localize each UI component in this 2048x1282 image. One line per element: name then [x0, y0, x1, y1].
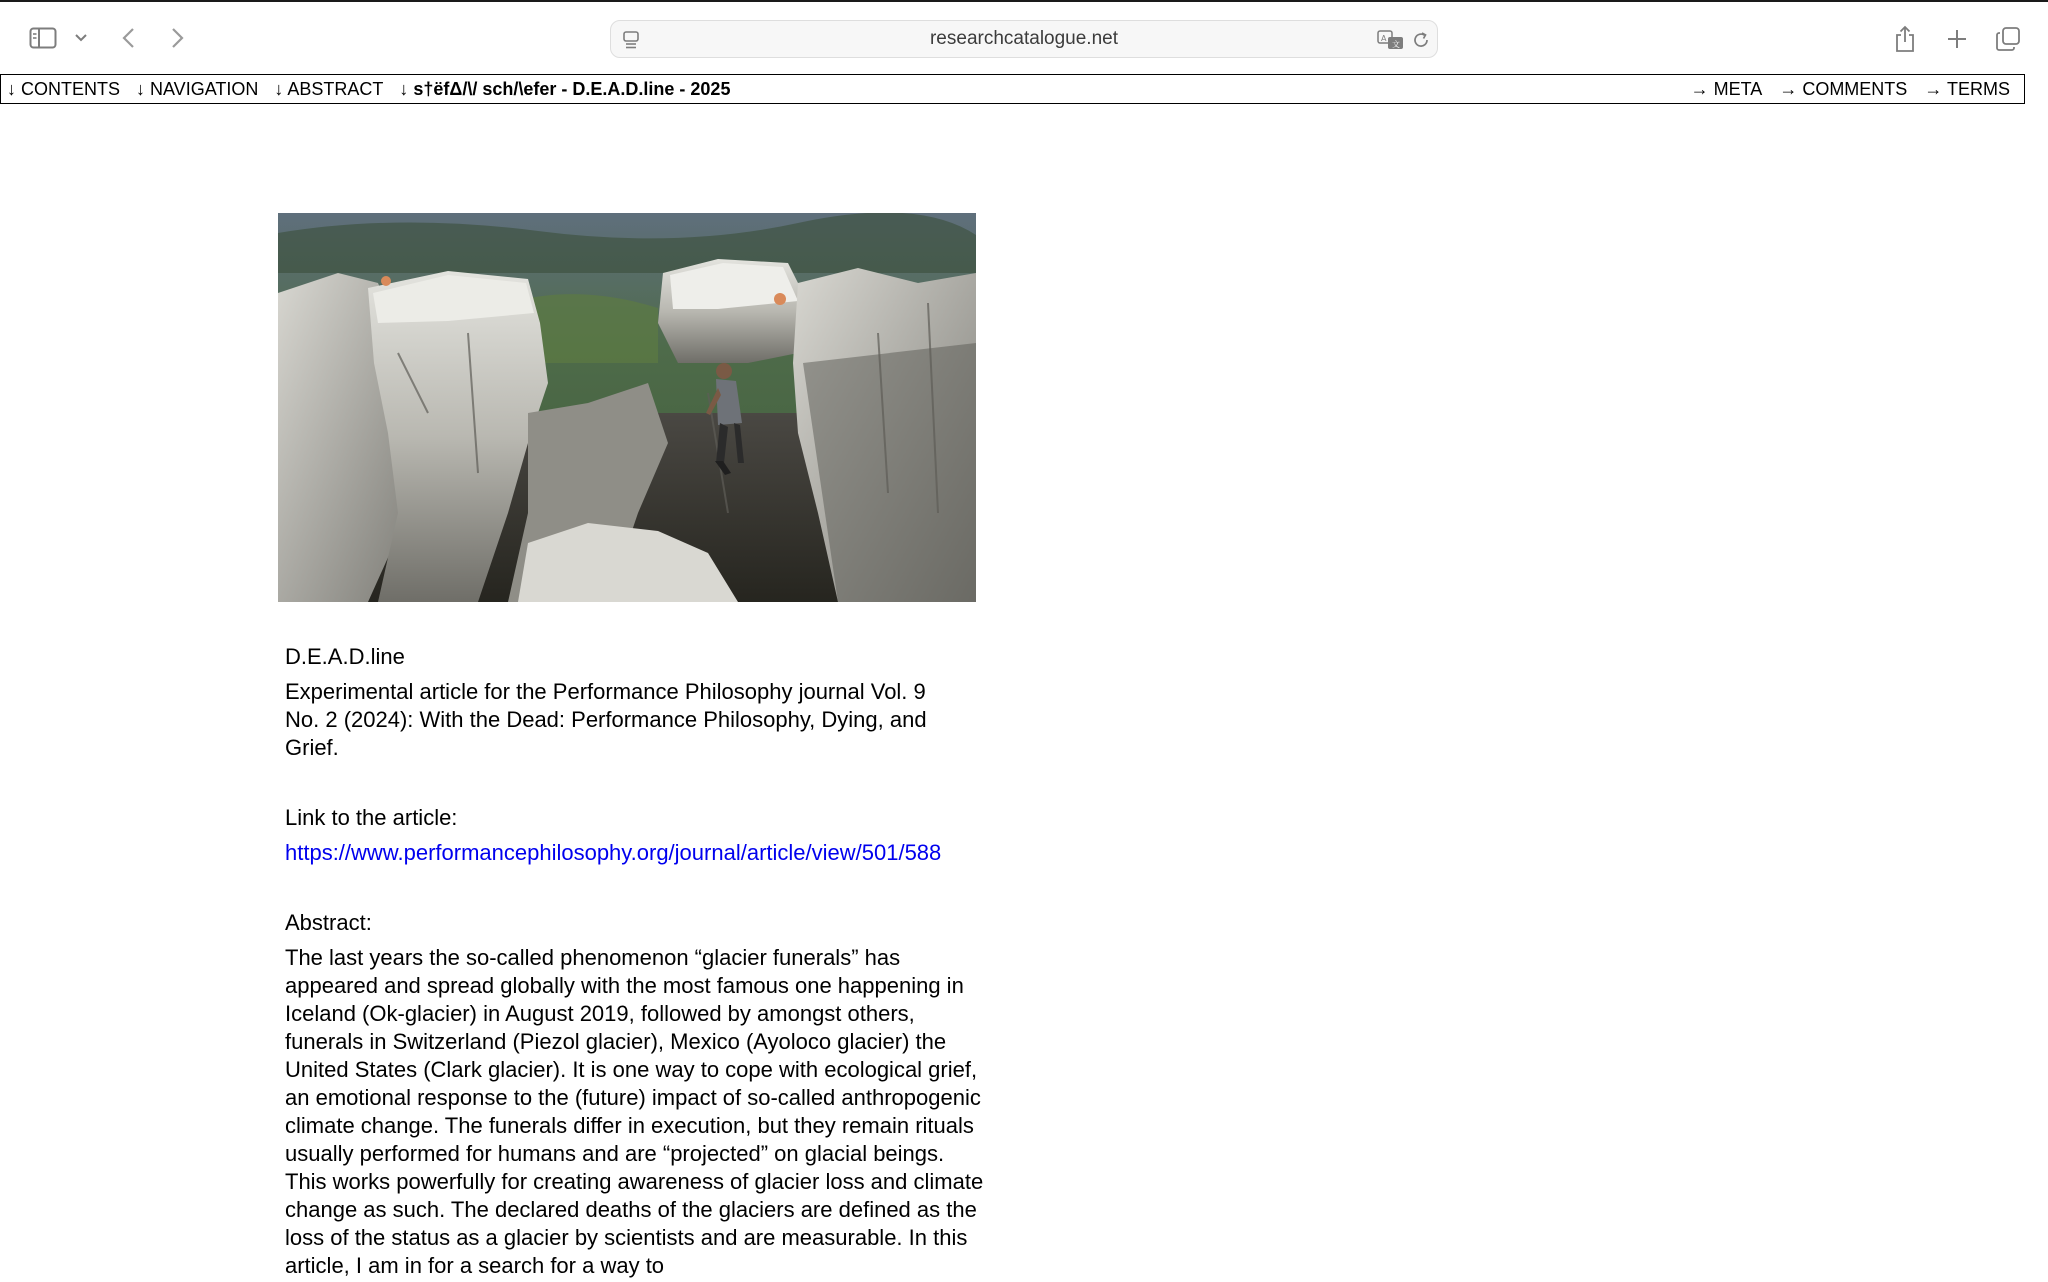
article-description: Experimental article for the Performance Philosophy journal Vol. 9 No. 2 (2024): With the Dead: Performance Philosophy, Dying, and Grief.	[285, 679, 927, 760]
menu-abstract[interactable]: ↓ ABSTRACT	[274, 78, 384, 99]
article-link-wrapper	[285, 839, 1045, 867]
exposition-menu-bar	[0, 74, 2025, 104]
menu-meta[interactable]: → META	[1690, 78, 1763, 99]
translate-icon[interactable]	[1377, 28, 1405, 52]
abstract-text: The last years the so-called phenomenon “glacier funerals” has appeared and spread globally with the most famous one happening in Iceland (Ok-glacier) in August 2019, followed by amongst others, funerals in Switzerland (Piezol glacier), Mexico (Ayoloco glacier) the United States (Clark glacier). It is one way to cope with ecological grief, an emotional response to the (future) impact of so-called anthropogenic climate change. The funerals differ in execution, but they remain rituals usually performed for humans and are “projected” on glacial beings. This works powerfully for creating awareness of glacier loss and climate change as such. The declared deaths of the glaciers are defined as the loss of the status as a glacier by scientists and are measurable. In this article, I am in for a search for a way to	[285, 945, 984, 1278]
sidebar-icon[interactable]	[28, 26, 58, 50]
menu-left-group	[7, 75, 746, 103]
svg-text:文: 文	[1392, 40, 1400, 49]
forward-icon[interactable]	[168, 26, 188, 50]
browser-toolbar	[0, 0, 2048, 74]
menu-exposition-title[interactable]: ↓ s†ëfΔ/\/ sch/\efer - D.E.A.D.line - 2025	[399, 78, 731, 99]
menu-right-group	[1674, 75, 2010, 103]
article-link[interactable]: https://www.performancephilosophy.org/journal/article/view/501/588	[285, 840, 942, 865]
article-title: D.E.A.D.line	[285, 644, 405, 669]
reload-icon[interactable]	[1411, 30, 1431, 50]
menu-navigation[interactable]: ↓ NAVIGATION	[136, 78, 259, 99]
menu-contents[interactable]: ↓ CONTENTS	[7, 78, 121, 99]
abstract-label: Abstract:	[285, 910, 372, 935]
url-text[interactable]: researchcatalogue.net	[929, 28, 1118, 49]
share-icon[interactable]	[1892, 24, 1918, 54]
link-label: Link to the article:	[285, 805, 458, 830]
mountain-rocks-photo	[278, 213, 976, 602]
back-icon[interactable]	[118, 26, 138, 50]
address-bar[interactable]	[610, 20, 1438, 58]
tabs-overview-icon[interactable]	[1994, 25, 2022, 53]
chevron-down-icon[interactable]	[73, 30, 89, 46]
menu-comments[interactable]: → COMMENTS	[1779, 78, 1908, 99]
menu-terms[interactable]: → TERMS	[1924, 78, 2010, 99]
new-tab-icon[interactable]	[1944, 26, 1970, 52]
svg-text:A: A	[1381, 34, 1387, 43]
